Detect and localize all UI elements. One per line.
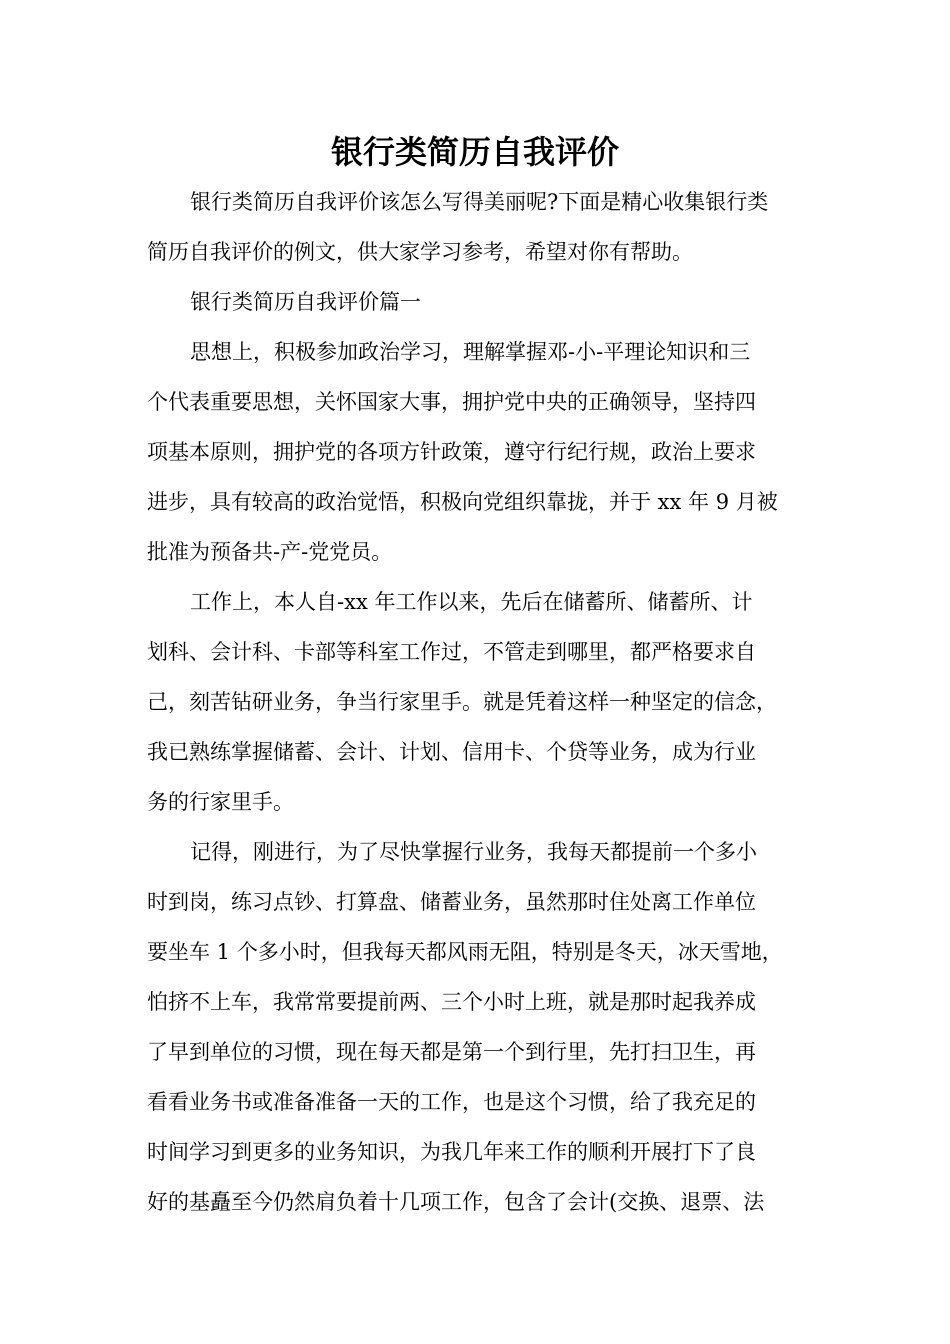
- paragraph-line: 好的基矗至今仍然肩负着十几项工作，包含了会计(交换、退票、法: [147, 1190, 765, 1214]
- section-heading: 银行类简历自我评价篇一: [190, 290, 421, 314]
- paragraph-line: 工作上，本人自-xx 年工作以来，先后在储蓄所、储蓄所、计: [190, 590, 753, 614]
- document-body: [147, 177, 827, 1227]
- paragraph-line: 进步，具有较高的政治觉悟，积极向党组织靠拢，并于 xx 年 9 月被: [147, 490, 778, 514]
- document-title: 银行类简历自我评价: [330, 133, 619, 171]
- paragraph-line: 思想上，积极参加政治学习，理解掌握邓-小-平理论知识和三: [190, 340, 751, 364]
- paragraph-line: 划科、会计科、卡部等科室工作过，不管走到哪里，都严格要求自: [147, 640, 756, 664]
- paragraph-line: 个代表重要思想，关怀国家大事，拥护党中央的正确领导，坚持四: [147, 390, 756, 414]
- paragraph-line: 项基本原则，拥护党的各项方针政策，遵守行纪行规，政治上要求: [147, 440, 756, 464]
- paragraph-line: 时到岗，练习点钞、打算盘、储蓄业务，虽然那时住处离工作单位: [147, 890, 756, 914]
- paragraph-line: 要坐车 1 个多小时，但我每天都风雨无阻，特别是冬天，冰天雪地，: [147, 940, 783, 964]
- paragraph-line: 怕挤不上车，我常常要提前两、三个小时上班，就是那时起我养成: [147, 990, 756, 1014]
- paragraph-line: 我已熟练掌握储蓄、会计、计划、信用卡、个贷等业务，成为行业: [147, 740, 756, 764]
- paragraph-line: 看看业务书或准备准备一天的工作，也是这个习惯，给了我充足的: [147, 1090, 756, 1114]
- paragraph-line: 批准为预备共-产-党党员。: [147, 540, 393, 564]
- paragraph-line: 己，刻苦钻研业务，争当行家里手。就是凭着这样一种坚定的信念，: [147, 690, 777, 714]
- paragraph-line: 简历自我评价的例文，供大家学习参考，希望对你有帮助。: [147, 240, 693, 264]
- paragraph-line: 时间学习到更多的业务知识，为我几年来工作的顺利开展打下了良: [147, 1140, 756, 1164]
- paragraph-line: 了早到单位的习惯，现在每天都是第一个到行里，先打扫卫生，再: [147, 1040, 756, 1064]
- paragraph-line: 记得，刚进行，为了尽快掌握行业务，我每天都提前一个多小: [190, 840, 757, 864]
- paragraph-line: 银行类简历自我评价该怎么写得美丽呢?下面是精心收集银行类: [190, 190, 769, 214]
- paragraph-line: 务的行家里手。: [147, 790, 294, 814]
